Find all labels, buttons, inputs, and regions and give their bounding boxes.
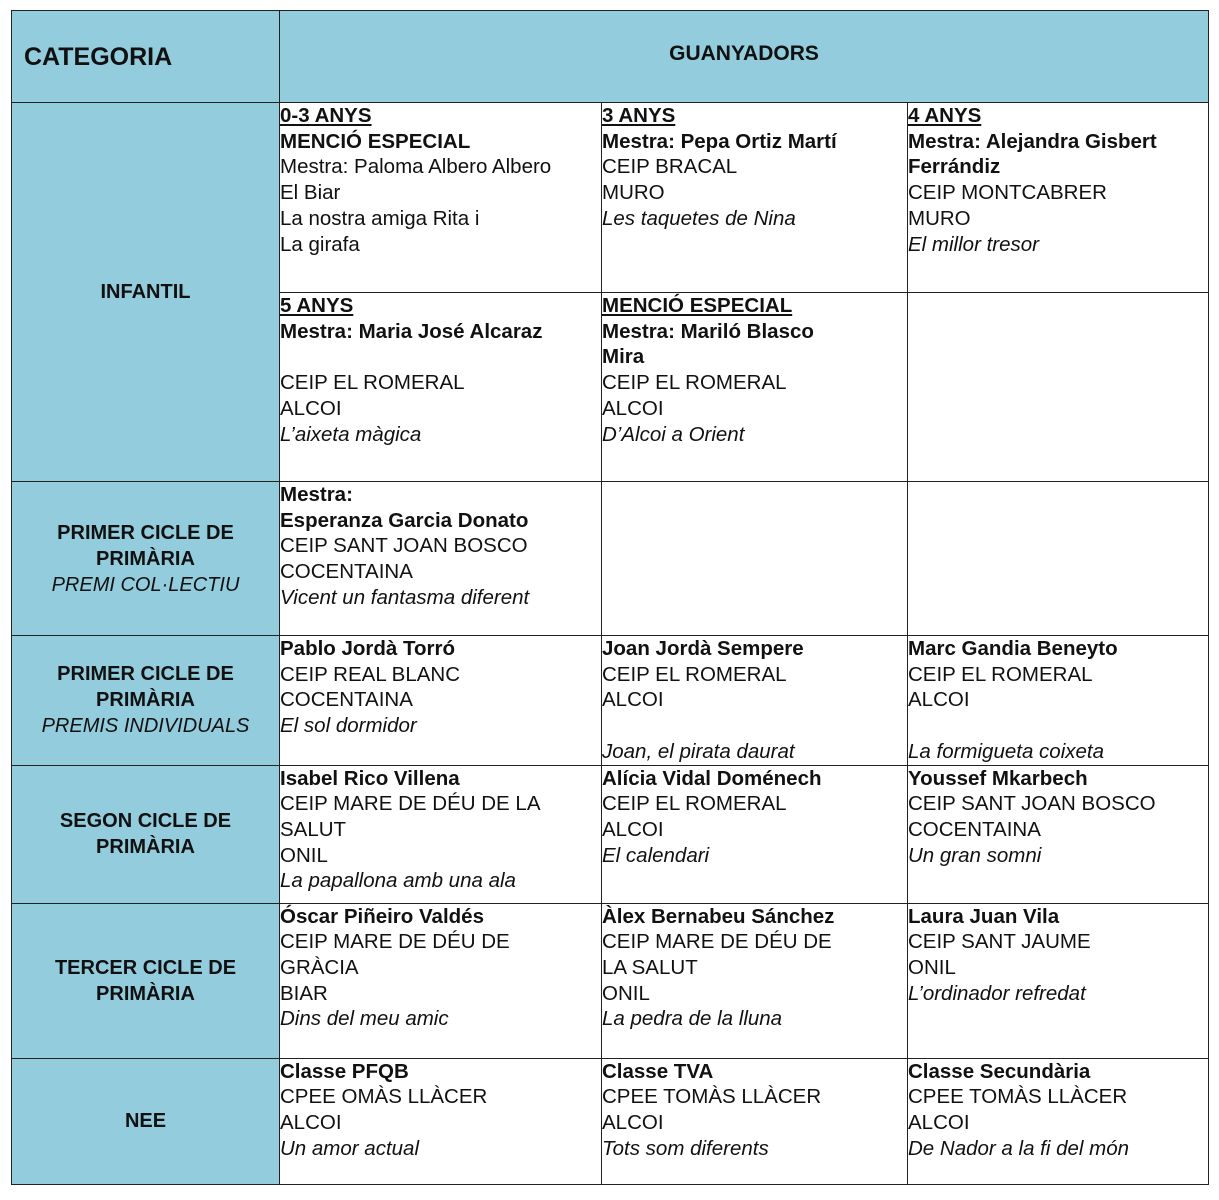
school-line: CPEE TOMÀS LLÀCER [908, 1085, 1128, 1109]
work-title: Un amor actual [280, 1136, 420, 1160]
category-label: TERCER CICLE DE [54, 956, 237, 979]
school-line: ALCOI [602, 1110, 664, 1134]
spacer [280, 344, 601, 370]
school-line: MURO [602, 181, 665, 205]
category-label: PRIMÀRIA [96, 836, 195, 858]
school-line: ALCOI [280, 1110, 342, 1134]
winner-cell [908, 636, 1209, 766]
school-line: ONIL [908, 955, 956, 979]
category-label: PRIMÀRIA [96, 689, 195, 712]
school-line: CEIP MARE DE DÉU DE [602, 930, 832, 954]
work-title: El sol dormidor [280, 714, 417, 738]
age-heading: 5 ANYS [280, 294, 354, 317]
work-title: Les taquetes de Nina [602, 206, 796, 230]
winner-cell [908, 1058, 1209, 1184]
table-row [12, 765, 1209, 903]
school-line: CPEE OMÀS LLÀCER [280, 1085, 488, 1109]
winner-cell [602, 293, 908, 482]
school-line: La girafa [280, 232, 360, 256]
school-line: Mestra: Paloma Albero Albero [280, 155, 552, 179]
category-label: PRIMER CICLE DE [57, 663, 234, 686]
category-subtitle: PREMIS INDIVIDUALS [41, 715, 250, 738]
empty-cell [602, 482, 908, 636]
winner-name: Óscar Piñeiro Valdés [280, 904, 484, 928]
age-heading: MENCIÓ ESPECIAL [602, 294, 793, 317]
table-row [12, 103, 1209, 293]
school-line: COCENTAINA [280, 560, 413, 584]
category-cell [12, 482, 280, 636]
school-line: MURO [908, 206, 971, 230]
winner-cell [908, 903, 1209, 1058]
work-title: D’Alcoi a Orient [602, 422, 745, 446]
school-line: CPEE TOMÀS LLÀCER [602, 1085, 822, 1109]
work-title: Joan, el pirata daurat [602, 739, 795, 763]
table-row [12, 1058, 1209, 1184]
winner-name: Isabel Rico Villena [280, 766, 460, 790]
winner-name: Mestra: Mariló Blasco [602, 319, 814, 343]
winners-header: GUANYADORS [280, 11, 1209, 103]
school-line: CEIP MARE DE DÉU DE LA [280, 792, 541, 816]
work-title: Tots som diferents [602, 1136, 769, 1160]
winner-name: Ferrándiz [908, 155, 1001, 179]
winner-name: Classe Secundària [908, 1059, 1091, 1083]
school-line: CEIP EL ROMERAL [908, 662, 1093, 686]
work-title: La formigueta coixeta [908, 739, 1105, 763]
winner-name: Laura Juan Vila [908, 904, 1060, 928]
category-header: CATEGORIA [12, 11, 280, 103]
category-label: NEE [124, 1110, 167, 1132]
category-label: PRIMÀRIA [96, 547, 195, 570]
work-title: La pedra de la lluna [602, 1007, 783, 1031]
school-line: CEIP EL ROMERAL [602, 792, 787, 816]
school-line: ALCOI [602, 396, 664, 420]
winner-cell [602, 903, 908, 1058]
winner-name: Mestra: Alejandra Gisbert [908, 129, 1157, 153]
winner-name: Àlex Bernabeu Sánchez [602, 904, 835, 928]
school-line: CEIP SANT JOAN BOSCO [280, 534, 528, 558]
category-label: PRIMER CICLE DE [57, 521, 234, 544]
table-row [12, 636, 1209, 766]
category-cell [12, 103, 280, 482]
table-row [12, 903, 1209, 1058]
empty-cell [908, 482, 1209, 636]
category-label: SEGON CICLE DE [59, 810, 232, 832]
school-line: COCENTAINA [280, 688, 413, 712]
school-line: LA SALUT [602, 955, 698, 979]
winner-name: Mestra: [280, 483, 353, 506]
winner-cell [280, 765, 602, 903]
category-label: INFANTIL [100, 281, 191, 303]
winner-cell [280, 1058, 602, 1184]
winner-name: Youssef Mkarbech [908, 766, 1088, 790]
work-title: El calendari [602, 843, 710, 867]
winner-cell [280, 482, 602, 636]
winner-name: Marc Gandia Beneyto [908, 637, 1118, 660]
school-line: CEIP MARE DE DÉU DE [280, 930, 510, 954]
winner-name: Mira [602, 345, 645, 369]
spacer [908, 713, 1208, 739]
winner-name: Mestra: Maria José Alcaraz [280, 319, 543, 343]
winner-cell [602, 636, 908, 766]
work-title: La papallona amb una ala [280, 869, 516, 893]
work-title: L’aixeta màgica [280, 422, 422, 446]
school-line: CEIP MONTCABRER [908, 181, 1107, 205]
school-line: ALCOI [602, 817, 664, 841]
age-heading: 4 ANYS [908, 104, 982, 127]
school-line: CEIP SANT JAUME [908, 930, 1091, 954]
winners-table-body [12, 11, 1209, 1185]
school-line: ALCOI [908, 1110, 970, 1134]
school-line: CEIP EL ROMERAL [602, 662, 787, 686]
winner-cell [602, 765, 908, 903]
work-title: Dins del meu amic [280, 1007, 449, 1031]
winner-name: Joan Jordà Sempere [602, 637, 804, 660]
winner-name: Pablo Jordà Torró [280, 637, 456, 660]
school-line: GRÀCIA [280, 955, 359, 979]
winner-cell [908, 103, 1209, 293]
work-title: Un gran somni [908, 843, 1042, 867]
category-subtitle: PREMI COL·LECTIU [51, 573, 240, 596]
category-cell [12, 903, 280, 1058]
work-title: L’ordinador refredat [908, 981, 1086, 1005]
winner-cell [280, 903, 602, 1058]
empty-cell [908, 293, 1209, 482]
school-line: ALCOI [908, 688, 970, 712]
school-line: CEIP BRACAL [602, 155, 738, 179]
category-cell [12, 765, 280, 903]
winner-name: Esperanza Garcia Donato [280, 508, 529, 532]
school-line: CEIP REAL BLANC [280, 662, 461, 686]
age-heading: 3 ANYS [602, 104, 676, 127]
work-title: El millor tresor [908, 232, 1039, 256]
winner-cell [908, 765, 1209, 903]
school-line: BIAR [280, 981, 328, 1005]
category-label: PRIMÀRIA [96, 982, 195, 1005]
school-line: COCENTAINA [908, 817, 1041, 841]
winner-cell [280, 293, 602, 482]
winner-name: Mestra: Pepa Ortiz Martí [602, 129, 837, 153]
spacer [602, 713, 907, 739]
table-row [12, 482, 1209, 636]
category-cell [12, 636, 280, 766]
header-row [12, 11, 1209, 103]
winner-cell [602, 103, 908, 293]
school-line: ONIL [280, 843, 328, 867]
winner-name: Classe TVA [602, 1059, 714, 1083]
school-line: CEIP SANT JOAN BOSCO [908, 792, 1156, 816]
age-heading: 0-3 ANYS [280, 104, 372, 127]
school-line: CEIP EL ROMERAL [602, 371, 787, 395]
winner-name: MENCIÓ ESPECIAL [280, 129, 471, 153]
school-line: ALCOI [280, 396, 342, 420]
school-line: SALUT [280, 817, 347, 841]
winner-name: Classe PFQB [280, 1059, 409, 1083]
winner-name: Alícia Vidal Doménech [602, 766, 822, 790]
winner-cell [280, 636, 602, 766]
category-cell [12, 1058, 280, 1184]
school-line: El Biar [280, 181, 341, 205]
school-line: ONIL [602, 981, 650, 1005]
school-line: ALCOI [602, 688, 664, 712]
work-title: Vicent un fantasma diferent [280, 585, 530, 609]
work-title: De Nador a la fi del món [908, 1136, 1130, 1160]
winner-cell [602, 1058, 908, 1184]
winners-table [11, 10, 1209, 1185]
winner-cell [280, 103, 602, 293]
school-line: CEIP EL ROMERAL [280, 371, 465, 395]
school-line: La nostra amiga Rita i [280, 206, 480, 230]
